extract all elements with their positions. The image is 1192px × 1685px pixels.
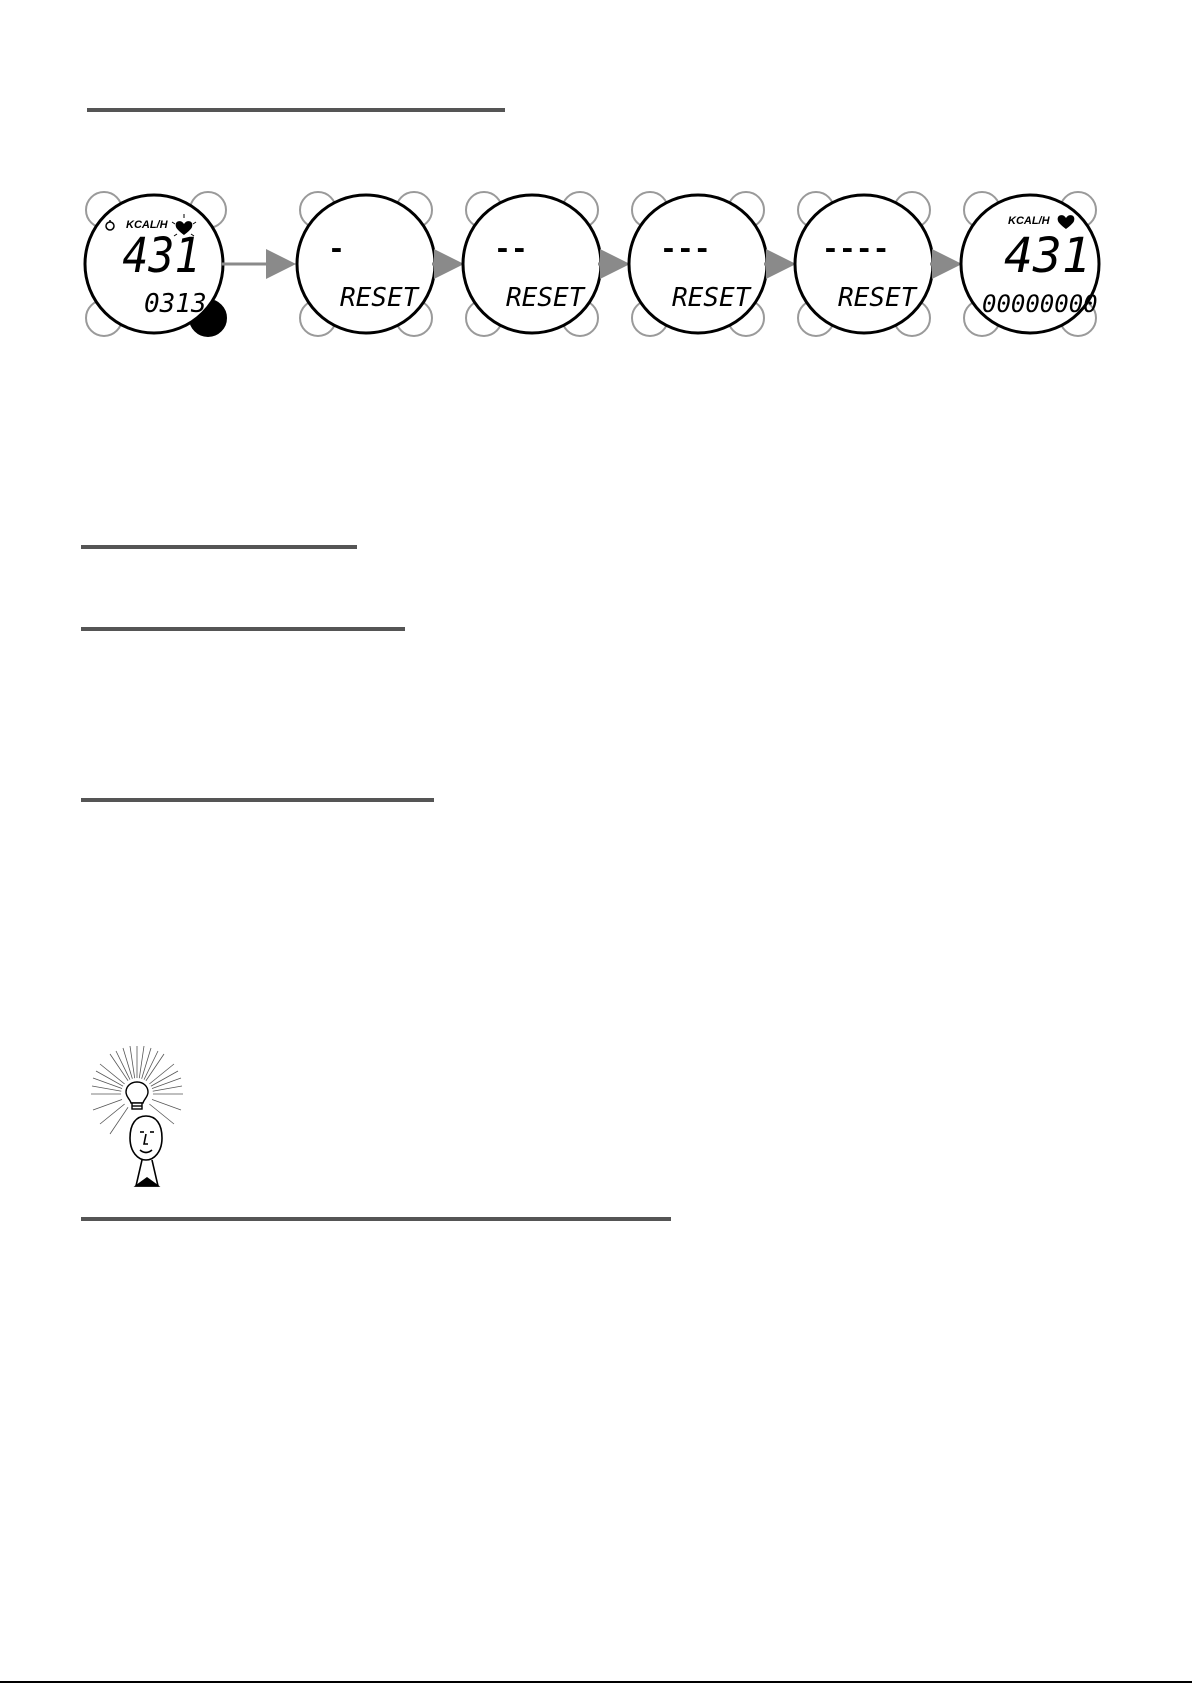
- watch-1-sub: 0313: [144, 289, 207, 319]
- page-bottom-border: [0, 1681, 1192, 1683]
- watch-1-label: KCAL/H: [126, 219, 168, 231]
- watch-6-sub: 00000000: [982, 290, 1098, 318]
- watch-display-6: [961, 192, 1099, 336]
- watch-display-5: [795, 192, 933, 336]
- idea-tip-illustration: [88, 1042, 188, 1188]
- watch-6-label: KCAL/H: [1008, 215, 1050, 227]
- watch-3-text: RESET: [506, 283, 585, 313]
- section-5-underline: [81, 1217, 671, 1221]
- watch-display-4: [629, 192, 767, 336]
- reset-sequence-illustration: [0, 0, 1192, 360]
- watch-2-dashes: -: [328, 232, 345, 265]
- watch-4-text: RESET: [672, 283, 751, 313]
- section-3-underline: [81, 627, 405, 631]
- person-icon: [130, 1116, 162, 1186]
- watch-display-3: [463, 192, 601, 336]
- watch-1-value: 431: [122, 227, 201, 284]
- watch-3-dashes: --: [494, 232, 528, 265]
- watch-6-value: 431: [1004, 228, 1091, 284]
- section-4-underline: [81, 798, 434, 802]
- watch-5-text: RESET: [838, 283, 917, 313]
- watch-display-2: [297, 192, 435, 336]
- watch-4-dashes: ---: [660, 232, 711, 265]
- watch-2-text: RESET: [340, 283, 419, 313]
- section-2-underline: [81, 545, 357, 549]
- watch-5-dashes: ----: [822, 232, 890, 265]
- watch-display-1: [85, 192, 226, 336]
